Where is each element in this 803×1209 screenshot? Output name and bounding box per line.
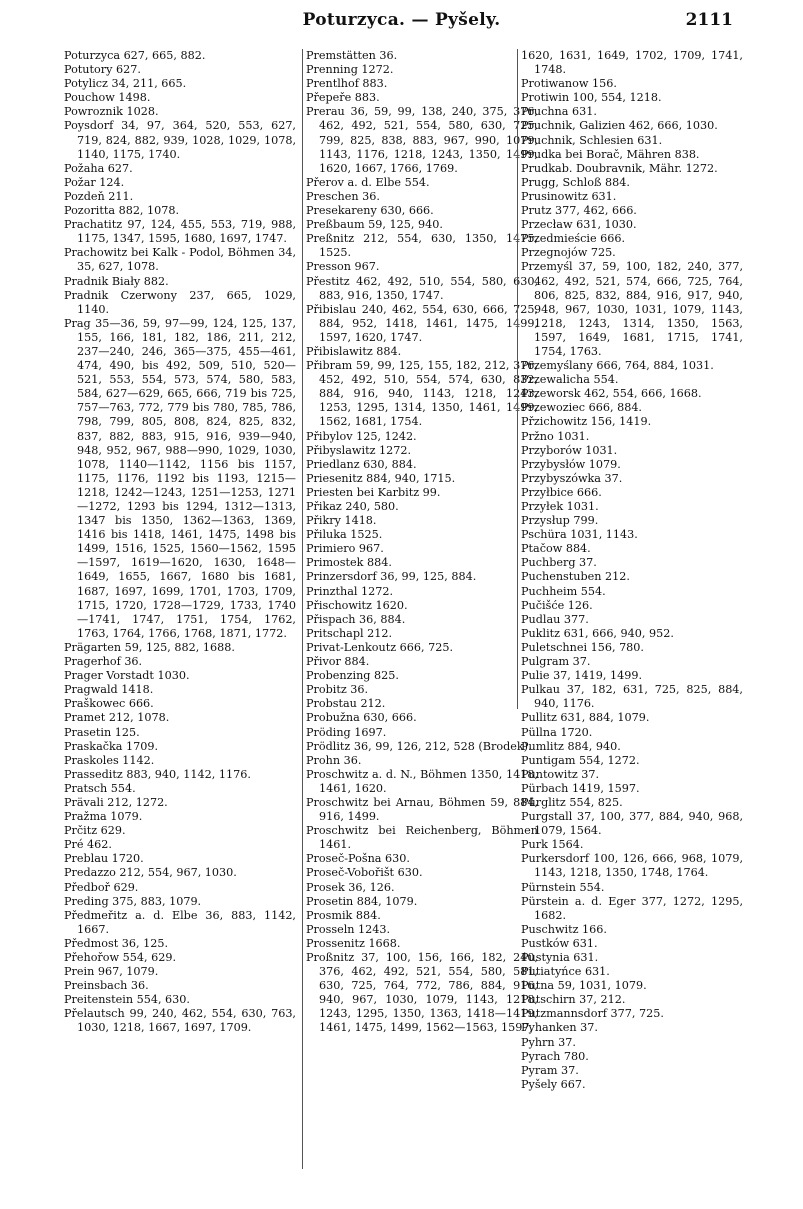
index-entry: Přehořow 554, 629.	[64, 951, 177, 964]
index-entry: Przewalicha 554.	[521, 373, 619, 387]
index-entry: Pragerhof 36.	[64, 655, 143, 669]
page-number: 2111	[685, 10, 733, 30]
index-entry: Premstätten 36.	[306, 49, 398, 62]
index-entry: Prinzthal 1272.	[306, 584, 394, 598]
index-entry: Przemyślany 666, 764, 884, 1031.	[521, 359, 714, 373]
index-entry: Prödlitz 36, 99, 126, 212, 528 (Brodek).	[306, 739, 532, 753]
index-entry: Pulkau 37, 182, 631, 725, 825, 884, 940, 1176.	[521, 683, 743, 711]
index-entry: Pürbach 1419, 1597.	[521, 781, 640, 795]
index-column-middle	[302, 49, 538, 1169]
index-entry: Přibislawitz 884.	[306, 344, 402, 358]
index-entry: Poturzyca 627, 665, 882.	[64, 49, 206, 62]
index-column-left	[64, 49, 296, 1036]
index-entry: Přispach 36, 884.	[306, 612, 406, 626]
index-entry: Proschwitz a. d. N., Böhmen 1350, 1418, 1461, 1620.	[306, 767, 538, 795]
index-entry: Preschen 36.	[306, 189, 380, 203]
index-entry: Przybysłów 1079.	[521, 457, 621, 471]
index-entry: Prachatitz 97, 124, 455, 553, 719, 988, 1175, 1347, 1595, 1680, 1697, 1747.	[64, 218, 296, 246]
index-entry: Preßnitz 212, 554, 630, 1350, 1475, 1525.	[306, 232, 538, 260]
index-entry: Predazzo 212, 554, 967, 1030.	[64, 866, 237, 880]
index-entry: Přerov a. d. Elbe 554.	[306, 175, 430, 189]
index-entry: Przegnojów 725.	[521, 246, 616, 260]
index-entry: Przewoziec 666, 884.	[521, 401, 642, 415]
index-entry: Přelautsch 99, 240, 462, 554, 630, 763, 1030, 1218, 1667, 1697, 1709.	[64, 1007, 296, 1035]
index-entry: Pyhanken 37.	[521, 1021, 598, 1035]
index-entry: Przemyśl 37, 59, 100, 182, 240, 377, 462, 492, 521, 574, 666, 725, 764, 806, 825, 832, 884, 916, 917, 940, 948, 967, 1030, 1031, 1079, 1143, 1218, 1243, 1314, 1350, 1563, 1597, 1649, 1681, 1715, 1741, 1754, 1763.	[521, 260, 743, 358]
index-entry: Prag 35—36, 59, 97—99, 124, 125, 137, 155, 166, 181, 182, 186, 211, 212, 237—240, 246, 365—375, 455—461, 474, 490, bis 492, 509, 510, 520—521, 553, 554, 573, 574, 580, 583, 584, 627—629, 665, 666, 719 bis 725, 757—763, 772, 779 bis 780, 785, 786, 798, 799, 805, 808, 824, 825, 832, 837, 882, 883, 915, 916, 939—940, 948, 952, 967, 988—990, 1029, 1030, 1078, 1140—1142, 1156 bis 1157, 1175, 1176, 1192 bis 1193, 1215—1218, 1242—1243, 1251—1253, 1271—1272, 1293 bis 1294, 1312—1313, 1347 bis 1350, 1362—1363, 1369, 1416 bis 1418, 1461, 1475, 1498 bis 1499, 1516, 1525, 1560—1562, 1595 —1597, 1619—1620, 1630, 1648—1649, 1655, 1667, 1680 bis 1681, 1687, 1697, 1699, 1701, 1703, 1709, 1715, 1720, 1728—1729, 1733, 1740—1741, 1747, 1751, 1754, 1762, 1763, 1764, 1766, 1768, 1871, 1772.	[64, 316, 296, 640]
index-entry: Přikry 1418.	[306, 514, 377, 528]
index-entry: Ptačow 884.	[521, 542, 591, 556]
index-entry: Pyhrn 37.	[521, 1035, 576, 1049]
index-entry: Purk 1564.	[521, 838, 584, 852]
index-entry: Přibylov 125, 1242.	[306, 429, 417, 443]
index-entry: Puschwitz 166.	[521, 922, 607, 936]
index-entry: Priesenitz 884, 940, 1715.	[306, 471, 456, 485]
index-entry: Pražma 1079.	[64, 810, 143, 824]
index-entry: Preitenstein 554, 630.	[64, 993, 190, 1007]
index-entry: Przysłup 799.	[521, 514, 599, 528]
index-entry: Praskoles 1142.	[64, 753, 155, 767]
index-entry: Pradnik Czerwony 237, 665, 1029, 1140.	[64, 288, 296, 316]
index-entry: Pruchnik, Schlesien 631.	[521, 133, 663, 147]
index-entry: Pozdeň 211.	[64, 189, 134, 203]
index-entry: Pulie 37, 1419, 1499.	[521, 669, 643, 683]
index-entry: Přzichowitz 156, 1419.	[521, 415, 652, 429]
index-entry: Pruchna 631.	[521, 105, 597, 119]
index-entry: Prentlhof 883.	[306, 77, 388, 91]
index-entry: Primiero 967.	[306, 542, 384, 556]
index-entry: Potylicz 34, 211, 665.	[64, 77, 187, 91]
index-entry: Probitz 36.	[306, 683, 369, 697]
index-entry: Pratsch 554.	[64, 781, 136, 795]
index-entry: Purkersdorf 100, 126, 666, 968, 1079, 1143, 1218, 1350, 1748, 1764.	[521, 852, 743, 880]
index-entry: Puklitz 631, 666, 940, 952.	[521, 626, 674, 640]
index-entry: Protiwanow 156.	[521, 77, 617, 91]
index-entry: Pudlau 377.	[521, 612, 589, 626]
index-entry: Pragwald 1418.	[64, 683, 154, 697]
index-entry: Protiwin 100, 554, 1218.	[521, 91, 662, 105]
index-entry: Praškowec 666.	[64, 697, 154, 711]
index-entry: Prager Vorstadt 1030.	[64, 669, 190, 683]
index-entry: Prosmik 884.	[306, 908, 381, 922]
index-entry: Proseč-Pošna 630.	[306, 852, 410, 866]
index-entry: Pürstein a. d. Eger 377, 1272, 1295, 1682.	[521, 894, 743, 922]
index-entry: Priesten bei Karbitz 99.	[306, 485, 441, 499]
index-entry: Pulgram 37.	[521, 655, 591, 669]
index-entry: Pustynia 631.	[521, 951, 599, 964]
index-entry: Powroznik 1028.	[64, 105, 159, 119]
index-entry: Preßbaum 59, 125, 940.	[306, 218, 443, 232]
index-entry: Puntigam 554, 1272.	[521, 753, 640, 767]
index-entry: Probenzing 825.	[306, 669, 399, 683]
index-entry: Přibislau 240, 462, 554, 630, 666, 725, 884, 952, 1418, 1461, 1475, 1499, 1597, 1620, 1747.	[306, 302, 538, 344]
index-entry: Prčitz 629.	[64, 824, 126, 838]
index-entry: Pustków 631.	[521, 936, 598, 950]
index-entry: Purgstall 37, 100, 377, 884, 940, 968, 1079, 1564.	[521, 810, 743, 838]
index-entry: Pschüra 1031, 1143.	[521, 528, 638, 542]
index-entry: Prenning 1272.	[306, 63, 394, 77]
index-entry: Pyram 37.	[521, 1063, 579, 1077]
index-entry: Przeworsk 462, 554, 666, 1668.	[521, 387, 702, 401]
index-entry: Przyłbice 666.	[521, 485, 602, 499]
index-entry: Presekareny 630, 666.	[306, 204, 434, 218]
index-entry: Předmost 36, 125.	[64, 936, 169, 950]
index-entry: Prudka bei Borač, Mähren 838.	[521, 147, 700, 161]
index-entry: Putna 59, 1031, 1079.	[521, 979, 647, 993]
index-entry: Přibyslawitz 1272.	[306, 443, 412, 457]
index-entry: Praskačka 1709.	[64, 739, 159, 753]
index-entry: Prosetin 884, 1079.	[306, 894, 418, 908]
page-title: Poturzyca. — Pyšely.	[302, 10, 501, 30]
index-entry: Proseč-Vobořišt 630.	[306, 866, 423, 880]
index-entry: Puchheim 554.	[521, 584, 606, 598]
index-entry: Předboř 629.	[64, 880, 139, 894]
index-entry: Požaha 627.	[64, 161, 133, 175]
index-entry: Přikaz 240, 580.	[306, 500, 399, 513]
index-entry: Prinzersdorf 36, 99, 125, 884.	[306, 570, 477, 584]
index-column-right	[517, 49, 743, 1091]
index-entry: Pouchow 1498.	[64, 91, 151, 105]
index-entry: Probstau 212.	[306, 697, 386, 711]
index-entry: Pramet 212, 1078.	[64, 711, 170, 725]
index-entry: Prosek 36, 126.	[306, 880, 395, 894]
index-entry: Putschirn 37, 212.	[521, 993, 626, 1007]
index-entry: Puntowitz 37.	[521, 767, 600, 781]
index-entry: Přibram 59, 99, 125, 155, 182, 212, 376, 452, 492, 510, 554, 574, 630, 832, 884, 916, 940, 1143, 1218, 1243, 1253, 1295, 1314, 1350, 1461, 1499, 1562, 1681, 1754.	[306, 359, 538, 429]
index-entry: Probužna 630, 666.	[306, 711, 417, 725]
index-entry: Püllna 1720.	[521, 725, 593, 739]
index-entry: Prohn 36.	[306, 753, 362, 767]
index-entry: Pyšely 667.	[521, 1077, 586, 1091]
index-entry: Prosseln 1243.	[306, 922, 391, 936]
index-entry: Przybyszówka 37.	[521, 471, 623, 485]
index-entry: Pradnik Biały 882.	[64, 274, 169, 288]
index-entry: Přepeře 883.	[306, 91, 380, 105]
index-entry: Preinsbach 36.	[64, 979, 149, 993]
index-entry: Primostek 884.	[306, 556, 392, 570]
index-entry: Pullitz 631, 884, 1079.	[521, 711, 650, 725]
index-entry: Prasseditz 883, 940, 1142, 1176.	[64, 767, 251, 781]
index-entry: Předmeřitz a. d. Elbe 36, 883, 1142, 1667.	[64, 908, 296, 936]
index-entry: Priedlanz 630, 884.	[306, 457, 417, 471]
index-entry: Pürnstein 554.	[521, 880, 605, 894]
index-entry: Prusinowitz 631.	[521, 189, 617, 203]
index-entry: Presson 967.	[306, 260, 380, 274]
index-entry: Proßnitz 37, 100, 156, 166, 182, 240, 376, 462, 492, 521, 554, 580, 581, 630, 725, 764, 772, 786, 884, 916, 940, 967, 1030, 1079, 1143, 1218, 1243, 1295, 1350, 1363, 1418—1419, 1461, 1475, 1499, 1562—1563, 1597,	[306, 951, 538, 1035]
index-entry: Pozoritta 882, 1078.	[64, 204, 180, 218]
index-entry: Prerau 36, 59, 99, 138, 240, 375, 376, 462, 492, 521, 554, 580, 630, 725, 799, 825, 838, 883, 967, 990, 1079, 1143, 1176, 1218, 1243, 1350, 1499, 1620, 1667, 1766, 1769.	[306, 105, 538, 175]
index-entry: Przyborów 1031.	[521, 443, 618, 457]
index-entry: Preding 375, 883, 1079.	[64, 894, 202, 908]
index-entry: Pröding 1697.	[306, 725, 387, 739]
index-entry: Prossenitz 1668.	[306, 936, 401, 950]
index-entry: Pruchnik, Galizien 462, 666, 1030.	[521, 119, 718, 133]
index-entry: Prugg, Schloß 884.	[521, 175, 630, 189]
index-entry: Prudkab. Doubravnik, Mähr. 1272.	[521, 161, 718, 175]
index-entry: Puletschnei 156, 780.	[521, 640, 644, 654]
index-entry: Prachowitz bei Kalk - Podol, Böhmen 34, 35, 627, 1078.	[64, 246, 296, 274]
index-entry: Požar 124.	[64, 175, 125, 189]
index-entry: Přiluka 1525.	[306, 528, 383, 542]
running-header	[0, 6, 803, 40]
index-entry: Przedmieście 666.	[521, 232, 626, 246]
index-entry: Přischowitz 1620.	[306, 598, 408, 612]
index-entry: Proschwitz bei Reichenberg, Böhmen 1461.	[306, 824, 538, 852]
index-entry: Privat-Lenkoutz 666, 725.	[306, 640, 454, 654]
index-entry: Prävali 212, 1272.	[64, 795, 168, 809]
index-entry: Pré 462.	[64, 838, 112, 852]
index-entry: Przecław 631, 1030.	[521, 218, 637, 232]
index-entry: Puchenstuben 212.	[521, 570, 630, 584]
index-entry: Pürglitz 554, 825.	[521, 795, 623, 809]
index-entry: Proschwitz bei Arnau, Böhmen 59, 884, 916, 1499.	[306, 795, 538, 824]
index-entry: Prägarten 59, 125, 882, 1688.	[64, 640, 235, 654]
index-entry: Pumlitz 884, 940.	[521, 739, 621, 753]
index-entry: Prein 967, 1079.	[64, 965, 159, 979]
index-entry: Poysdorf 34, 97, 364, 520, 553, 627, 719, 824, 882, 939, 1028, 1029, 1078, 1140, 1175, 1740.	[64, 119, 296, 161]
index-entry: 1620, 1631, 1649, 1702, 1709, 1741, 1748.	[521, 49, 743, 77]
index-entry: Prasetin 125.	[64, 725, 140, 739]
index-entry: Prutz 377, 462, 666.	[521, 204, 637, 218]
index-entry: Pritschapl 212.	[306, 626, 393, 640]
index-entry: Přivor 884.	[306, 655, 370, 669]
index-entry: Pučišće 126.	[521, 598, 593, 612]
index-entry: Przyłek 1031.	[521, 500, 599, 513]
index-entry: Puchberg 37.	[521, 556, 597, 570]
index-entry: Potutory 627.	[64, 63, 141, 77]
index-entry: Putzmannsdorf 377, 725.	[521, 1007, 664, 1021]
index-entry: Přestitz 462, 492, 510, 554, 580, 630, 883, 916, 1350, 1747.	[306, 274, 538, 302]
index-entry: Pržno 1031.	[521, 429, 590, 443]
index-entry: Putiatyńce 631.	[521, 965, 610, 979]
index-entry: Preblau 1720.	[64, 852, 144, 866]
index-entry: Pyrach 780.	[521, 1049, 589, 1063]
